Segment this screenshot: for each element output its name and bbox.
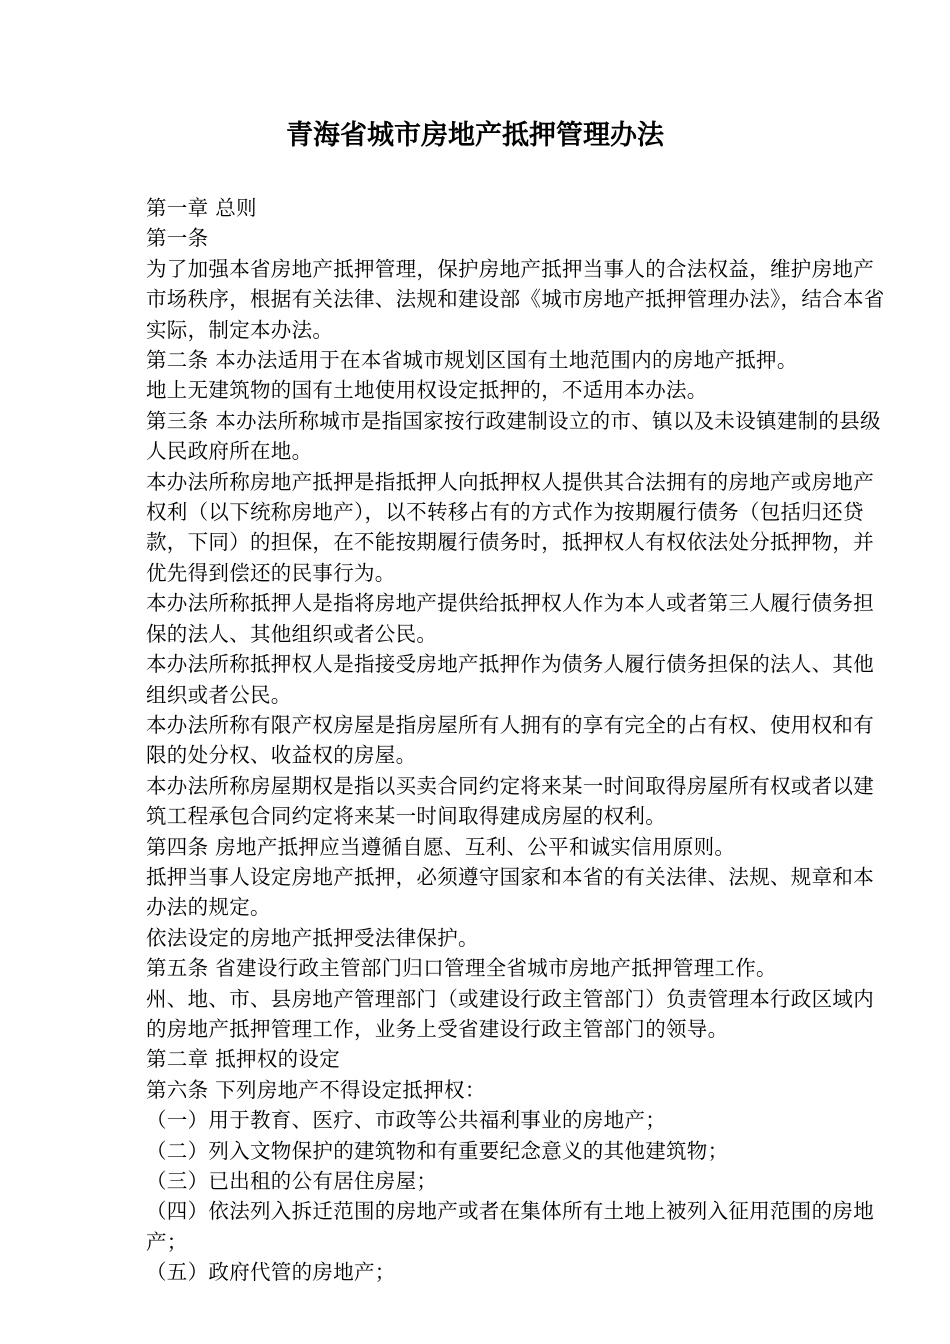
article-2-text: 第二条 本办法适用于在本省城市规划区国有土地范围内的房地产抵押。: [146, 348, 798, 373]
definition-mortgage: 本办法所称房地产抵押是指抵押人向抵押权人提供其合法拥有的房地产或房地产权利（以下统称房地产），以不转移占有的方式作为按期履行债务（包括归还贷款，下同）的担保，在不能按期履行债务时，抵押权人有权依法处分抵押物，并优先得到偿还的民事行为。: [146, 469, 874, 585]
article-6-item-2: （二）列入文物保护的建筑物和有重要纪念意义的其他建筑物；: [146, 1138, 729, 1163]
definition-limited-property: 本办法所称有限产权房屋是指房屋所有人拥有的享有完全的占有权、使用权和有限的处分权、收益权的房屋。: [146, 712, 874, 768]
article-4-clause-2: 依法设定的房地产抵押受法律保护。: [146, 925, 479, 950]
chapter-heading-2: 第二章 抵押权的设定: [146, 1047, 341, 1072]
definition-mortgagor: 本办法所称抵押人是指将房地产提供给抵押权人作为本人或者第三人履行债务担保的法人、其他组织或者公民。: [146, 591, 874, 646]
document-body: [146, 193, 886, 1288]
document-title: 青海省城市房地产抵押管理办法: [286, 120, 664, 151]
article-2-clause: 地上无建筑物的国有土地使用权设定抵押的，不适用本办法。: [146, 378, 708, 403]
article-6-item-1: （一）用于教育、医疗、市政等公共福利事业的房地产；: [146, 1108, 666, 1133]
article-4-text: 第四条 房地产抵押应当遵循自愿、互利、公平和诚实信用原则。: [146, 834, 736, 859]
article-3-text: 第三条 本办法所称城市是指国家按行政建制设立的市、镇以及未设镇建制的县级人民政府所在地。: [146, 408, 881, 464]
article-4-clause-1: 抵押当事人设定房地产抵押，必须遵守国家和本省的有关法律、法规、规章和本办法的规定。: [146, 864, 874, 920]
article-6-item-3: （三）已出租的公有居住房屋；: [146, 1169, 438, 1193]
article-6-item-5: （五）政府代管的房地产；: [146, 1260, 396, 1285]
article-5-clause: 州、地、市、县房地产管理部门（或建设行政主管部门）负责管理本行政区域内的房地产抵押管理工作，业务上受省建设行政主管部门的领导。: [146, 986, 874, 1041]
article-1-heading: 第一条: [146, 226, 209, 251]
definition-mortgagee: 本办法所称抵押权人是指接受房地产抵押作为债务人履行债务担保的法人、其他组织或者公民。: [146, 652, 874, 707]
definition-housing-option: 本办法所称房屋期权是指以买卖合同约定将来某一时间取得房屋所有权或者以建筑工程承包合同约定将来某一时间取得建成房屋的权利。: [146, 773, 874, 829]
article-1-text: 为了加强本省房地产抵押管理，保护房地产抵押当事人的合法权益，维护房地产市场秩序，根据有关法律、法规和建设部《城市房地产抵押管理办法》，结合本省实际，制定本办法。: [146, 256, 885, 342]
chapter-heading-1: 第一章 总则: [146, 196, 257, 220]
article-5-text: 第五条 省建设行政主管部门归口管理全省城市房地产抵押管理工作。: [146, 956, 777, 981]
article-6-item-4: （四）依法列入拆迁范围的房地产或者在集体所有土地上被列入征用范围的房地产；: [146, 1199, 874, 1254]
article-6-text: 第六条 下列房地产不得设定抵押权：: [146, 1077, 486, 1102]
